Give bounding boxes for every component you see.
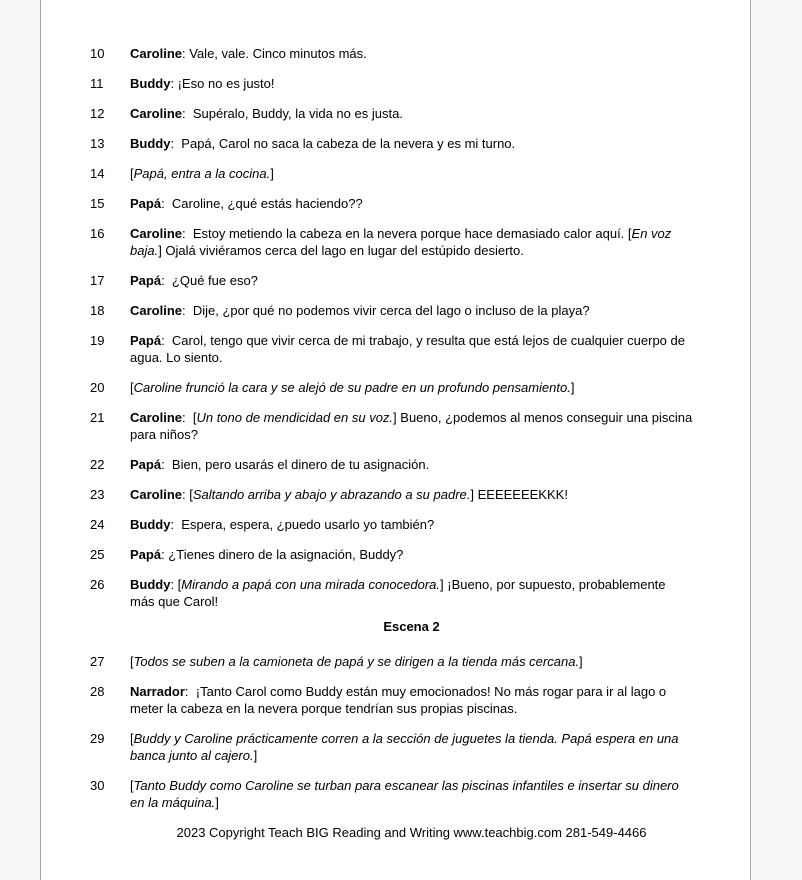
line-text (130, 546, 693, 563)
speaker-name: Buddy (130, 577, 171, 592)
dialogue-text: : Bien, pero usarás el dinero de tu asignación. (161, 457, 430, 472)
line-text (130, 105, 693, 122)
line-text (130, 730, 693, 764)
speaker-name: Buddy (130, 76, 171, 91)
document-content (41, 0, 750, 859)
dialogue-text: ] (253, 748, 258, 763)
line-text (130, 379, 693, 396)
dialogue-text: [ (130, 654, 134, 669)
speaker-name: Buddy (130, 136, 171, 151)
line-text (130, 165, 693, 182)
line-number: 12 (90, 106, 105, 121)
script-line (90, 135, 693, 152)
line-text (130, 456, 693, 473)
line-number: 28 (90, 684, 105, 699)
script-line (90, 105, 693, 122)
line-number: 29 (90, 731, 105, 746)
speaker-name: Buddy (130, 517, 171, 532)
line-text (130, 302, 693, 319)
script-line (90, 379, 693, 396)
dialogue-text: [ (130, 731, 134, 746)
dialogue-text: : [ (182, 487, 193, 502)
dialogue-text: : ¡Tanto Carol como Buddy están muy emocionados! No más rogar para ir al lago o meter la cabeza en la nevera porque tendrían sus propias piscinas. (130, 684, 670, 716)
dialogue-text: : Vale, vale. Cinco minutos más. (182, 46, 367, 61)
dialogue-text: [ (130, 778, 134, 793)
line-number: 27 (90, 654, 105, 669)
script-line (90, 165, 693, 182)
line-text (130, 653, 693, 670)
script-line (90, 576, 693, 610)
speaker-name: Papá (130, 457, 162, 472)
speaker-name: Narrador (130, 684, 185, 699)
script-line (90, 272, 693, 289)
dialogue-text: : Caroline, ¿qué estás haciendo?? (161, 196, 363, 211)
line-text (130, 272, 693, 289)
line-number: 21 (90, 410, 105, 425)
speaker-name: Caroline (130, 487, 183, 502)
dialogue-text: : [ (182, 410, 197, 425)
speaker-name: Caroline (130, 106, 183, 121)
dialogue-text: : ¡Eso no es justo! (170, 76, 275, 91)
line-number: 26 (90, 577, 105, 592)
speaker-name: Papá (130, 547, 162, 562)
dialogue-text: : Dije, ¿por qué no podemos vivir cerca del lago o incluso de la playa? (182, 303, 590, 318)
speaker-name: Caroline (130, 410, 183, 425)
dialogue-text: ] (579, 654, 583, 669)
line-number: 24 (90, 517, 105, 532)
stage-direction: En voz baja. (130, 226, 675, 258)
line-number: 16 (90, 226, 105, 241)
dialogue-text: : [ (170, 577, 182, 592)
script-line (90, 409, 696, 443)
dialogue-text: ] (215, 795, 219, 810)
script-line (90, 683, 693, 717)
dialogue-text: ] Ojalá viviéramos cerca del lago en lugar del estúpido desierto. (158, 243, 524, 258)
scene-heading: Escena 2 (383, 619, 440, 634)
stage-direction: Caroline frunció la cara y se alejó de su padre en un profundo pensamiento. (133, 380, 571, 395)
line-text (130, 45, 693, 62)
script-line (90, 653, 693, 670)
script-line (90, 45, 693, 62)
dialogue-text: : Carol, tengo que vivir cerca de mi trabajo, y resulta que está lejos de cualquier cuerpo de agua. Lo siento. (130, 333, 689, 365)
line-text (130, 195, 693, 212)
stage-direction: Papá, entra a la cocina. (133, 166, 271, 181)
dialogue-text: ] (570, 380, 575, 395)
line-text (130, 777, 693, 811)
dialogue-text: : Supéralo, Buddy, la vida no es justa. (182, 106, 403, 121)
line-number: 20 (90, 380, 105, 395)
speaker-name: Caroline (130, 46, 183, 61)
script-line (90, 730, 693, 764)
dialogue-text: ] (270, 166, 274, 181)
script-line (90, 456, 693, 473)
line-number: 14 (90, 166, 105, 181)
line-text (130, 516, 693, 533)
script-line (90, 546, 693, 563)
line-number: 17 (90, 273, 105, 288)
speaker-name: Caroline (130, 226, 183, 241)
script-line (90, 225, 693, 259)
line-text (130, 576, 693, 610)
dialogue-text: : ¿Qué fue eso? (161, 273, 258, 288)
script-line (90, 332, 693, 366)
stage-direction: Saltando arriba y abajo y abrazando a su padre. (192, 487, 471, 502)
dialogue-text: ] ¡Bueno, por supuesto, probablemente más que Carol! (130, 577, 670, 609)
line-number: 25 (90, 547, 105, 562)
line-number: 10 (90, 46, 105, 61)
line-number: 18 (90, 303, 105, 318)
script-line (90, 777, 693, 811)
line-text (130, 332, 693, 366)
line-number: 11 (90, 76, 104, 91)
dialogue-text: : ¿Tienes dinero de la asignación, Buddy? (161, 547, 404, 562)
line-text (130, 409, 696, 443)
script-line (90, 75, 693, 92)
script-line (90, 486, 693, 503)
dialogue-text: : Papá, Carol no saca la cabeza de la nevera y es mi turno. (170, 136, 516, 151)
speaker-name: Papá (130, 273, 162, 288)
line-text (130, 135, 693, 152)
document-page (40, 0, 751, 880)
line-number: 22 (90, 457, 105, 472)
dialogue-text: ] EEEEEEEKKK! (470, 487, 568, 502)
script-container (90, 45, 696, 811)
page-footer: 2023 Copyright Teach BIG Reading and Writing www.teachbig.com 281-549-4466 (176, 825, 647, 840)
line-number: 30 (90, 778, 105, 793)
speaker-name: Papá (130, 333, 162, 348)
line-text (130, 225, 693, 259)
line-number: 23 (90, 487, 105, 502)
dialogue-text: : Estoy metiendo la cabeza en la nevera porque hace demasiado calor aquí. [ (182, 226, 632, 241)
script-line (90, 302, 693, 319)
script-line (90, 195, 693, 212)
dialogue-text: [ (130, 166, 134, 181)
line-text (130, 486, 693, 503)
line-number: 13 (90, 136, 105, 151)
dialogue-text: : Espera, espera, ¿puedo usarlo yo también? (170, 517, 435, 532)
line-text (130, 75, 693, 92)
line-text (130, 683, 693, 717)
line-number: 15 (90, 196, 105, 211)
stage-direction: Un tono de mendicidad en su voz. (196, 410, 394, 425)
dialogue-text: ] Bueno, ¿podemos al menos conseguir una piscina para niños? (130, 410, 696, 442)
script-line (90, 516, 693, 533)
stage-direction: Tanto Buddy como Caroline se turban para escanear las piscinas infantiles e insertar su dinero en la máquina. (130, 778, 683, 810)
speaker-name: Caroline (130, 303, 183, 318)
dialogue-text: [ (130, 380, 134, 395)
speaker-name: Papá (130, 196, 162, 211)
stage-direction: Todos se suben a la camioneta de papá y se dirigen a la tienda más cercana. (133, 654, 580, 669)
stage-direction: Mirando a papá con una mirada conocedora. (181, 577, 441, 592)
stage-direction: Buddy y Caroline prácticamente corren a la sección de juguetes la tienda. Papá espera en una banca junto al cajero. (130, 731, 683, 763)
line-number: 19 (90, 333, 105, 348)
